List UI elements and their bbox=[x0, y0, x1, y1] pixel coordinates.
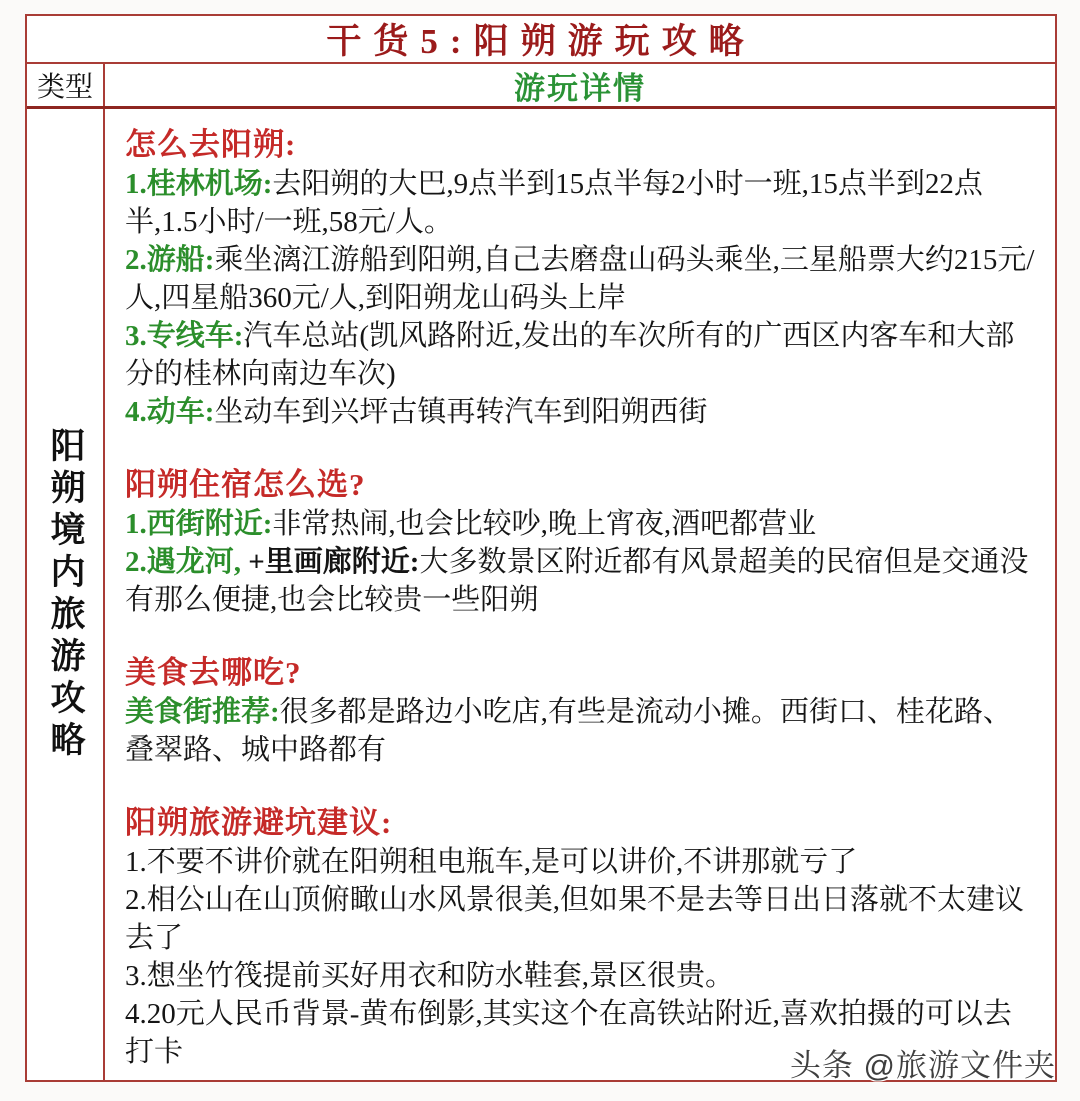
header-cell-type: 类型 bbox=[27, 64, 105, 106]
section-0 bbox=[125, 125, 1037, 431]
item-text: 2.遇龙河, +里画廊附近:大多数景区附近都有风景超美的民宿但是交通没有那么便捷,也会比较贵一些阳朔 bbox=[125, 546, 1029, 616]
item-text: 2.相公山在山顶俯瞰山水风景很美,但如果不是去等日出日落就不太建议去了 bbox=[125, 884, 1025, 954]
side-label: 阳朔境内旅游攻略 bbox=[46, 426, 85, 763]
item-sublabel: +里画廊附近: bbox=[241, 546, 420, 578]
watermark: 头条 @旅游文件夹 bbox=[789, 1048, 1056, 1083]
item-label: 1.西街附近: bbox=[125, 508, 273, 540]
item-text: 4.动车:坐动车到兴坪古镇再转汽车到阳朔西街 bbox=[125, 396, 708, 428]
item-text: 3.想坐竹筏提前买好用衣和防水鞋套,景区很贵。 bbox=[125, 960, 735, 992]
guide-table bbox=[25, 14, 1057, 1082]
item-label: 3.专线车: bbox=[125, 320, 244, 352]
item-text: 3.专线车:汽车总站(凯风路附近,发出的车次所有的广西区内客车和大部分的桂林向南边车次) bbox=[125, 320, 1015, 390]
section-heading: 美食去哪吃? bbox=[125, 655, 302, 690]
section-heading: 阳朔旅游避坑建议: bbox=[125, 805, 393, 840]
item-text: 1.桂林机场:去阳朔的大巴,9点半到15点半每2小时一班,15点半到22点半,1.5小时/一班,58元/人。 bbox=[125, 168, 983, 238]
header-cell-detail bbox=[105, 64, 1055, 106]
item-text: 1.西街附近:非常热闹,也会比较吵,晚上宵夜,酒吧都营业 bbox=[125, 508, 817, 540]
section-2 bbox=[125, 653, 1037, 769]
item-label: 4.动车: bbox=[125, 396, 215, 428]
item-label: 2.遇龙河, bbox=[125, 546, 242, 578]
header-detail-label: 游玩详情 bbox=[514, 70, 646, 106]
item-text: 美食街推荐:很多都是路边小吃店,有些是流动小摊。西街口、桂花路、叠翠路、城中路都有 bbox=[125, 696, 1012, 766]
item-text: 2.游船:乘坐漓江游船到阳朔,自己去磨盘山码头乘坐,三星船票大约215元/人,四星船360元/人,到阳朔龙山码头上岸 bbox=[125, 244, 1035, 314]
title-row bbox=[27, 16, 1055, 64]
item-label: 2.游船: bbox=[125, 244, 215, 276]
section-heading: 怎么去阳朔: bbox=[125, 127, 297, 162]
page-title: 干货5:阳朔游玩攻略 bbox=[326, 22, 756, 61]
section-3 bbox=[125, 803, 1037, 1071]
content-row bbox=[27, 109, 1055, 1080]
section-heading: 阳朔住宿怎么选? bbox=[125, 467, 366, 502]
item-text: 1.不要不讲价就在阳朔租电瓶车,是可以讲价,不讲那就亏了 bbox=[125, 846, 858, 878]
content-sections bbox=[105, 109, 1055, 1080]
section-1 bbox=[125, 465, 1037, 619]
item-label: 1.桂林机场: bbox=[125, 168, 273, 200]
item-text: 4.20元人民币背景-黄布倒影,其实这个在高铁站附近,喜欢拍摄的可以去打卡 bbox=[125, 998, 1012, 1068]
side-column bbox=[27, 109, 105, 1080]
item-label: 美食街推荐: bbox=[125, 696, 280, 728]
header-row bbox=[27, 64, 1055, 109]
